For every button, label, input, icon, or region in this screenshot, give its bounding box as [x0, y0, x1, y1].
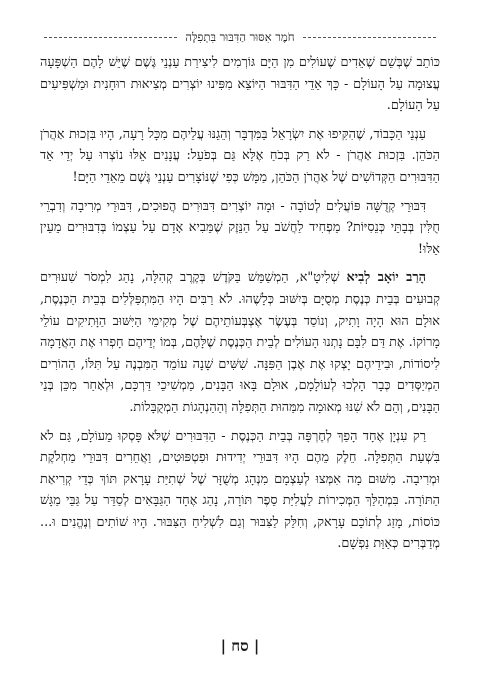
- header-title: חֹמֶר אִסּוּר הַדִּבּוּר בִּתְפִלָּה: [185, 30, 295, 44]
- header-rule-left: [44, 37, 177, 38]
- paragraph-4: [40, 267, 440, 418]
- paragraph-1: כּוֹתֵב שֶׁבְּשֵׁם שֶׁאֵדִים שֶׁעוֹלִים מִן הַיָּם גּוֹרְמִים לִיצִירַת עַנְנֵי גֶּשֶׁם שֶׁיֵּשׁ לָהֶם הַשְׁפָּעָה עֲצוּמָה עַל הָעוֹלָם - כָּךְ אֵדֵי הַדִּבּוּר הַיּוֹצֵא מִפִּינוּ יוֹצְרִים מְצִיאוּת רוּחָנִית וּמַשְׁפִּיעִים עַל הָעוֹלָם.: [40, 55, 440, 114]
- rabbi-name-lead: הָרַב יוֹאָב לְבִיא: [346, 270, 426, 286]
- paragraph-4-text: שְׁלִיטָ"א, הַמְשַׁמֵּשׁ בַּקֹּדֶשׁ בְּקֶרֶב קְהִלָּה, נָהַג לִמְסֹר שִׁעוּרִים קְבוּעִים בְּבֵית כְּנֶסֶת מְסֻיָּם בְּיִשּׁוּב כְּלָשֶׁהוּ. לֹא רַבִּים הָיוּ הַמִּתְפַּלְּלִים בְּבֵית הַכְּנֶסֶת, אוּלָם הוּא הָיָה וָתִיק, וְנוֹסַד בְּעֶשֶׂר אֶצְבְּעוֹתֵיהֶם שֶׁל מְקִימֵי הַיִּשּׁוּב הַוָּתִיקִים עוֹלֵי מָרוֹקוֹ. אֶת דַּם לִבָּם נָתְנוּ הָעוֹלִים לְבֵית הַכְּנֶסֶת שֶׁלָּהֶם, בְּמוֹ יְדֵיהֶם חָפְרוּ אֶת הָאֲדָמָה לִיסוֹדוֹת, וּבִידֵיהֶם יָצְקוּ אֶת אֶבֶן הַפִּנָּה. שִׁשִּׁים שָׁנָה עוֹמֵד הַמִּבְנֶה עַל תִּלּוֹ, הַהוֹרִים הַמְיַסְּדִים כְּבָר הָלְכוּ לְעוֹלָמָם, אוּלָם בָּאוּ הַבָּנִים, מַמְשִׁיכֵי דַּרְכָּם, וּלְאַחַר מִכֵּן בְּנֵי הַבָּנִים, וְהֵם לֹא שִׁנּוּ מְאוּמָה מִמַּהוּת הַתְּפִלָּה וְהַהַנְהָגוֹת הַמְקֻבָּלוֹת.: [40, 270, 440, 415]
- paragraph-3: דִּבּוּרֵי קְדֻשָּׁה פּוֹעֲלִים לְטוֹבָה - וּמָה יוֹצְרִים דִּבּוּרִים הֲפוּכִים, דִּבּוּרֵי מְרִיבָה וְדִבְרֵי חֻלִּין בְּבָתֵּי כְּנֵסִיּוֹת? מַפְחִיד לַחֲשֹׁב עַל הַנֵּזֶק שֶׁמֵּבִיא אָדָם עַל עַצְמוֹ בְּדִבּוּרִים מֵעֵין אֵלּוּ!: [40, 198, 440, 257]
- paragraph-2: עַנְנֵי הַכָּבוֹד, שֶׁהִקִּיפוּ אֶת יִשְׂרָאֵל בַּמִּדְבָּר וְהֵגֵנּוּ עֲלֵיהֶם מִכָּל רָעָה, הָיוּ בִּזְכוּת אַהֲרֹן הַכֹּהֵן. בִּזְכוּת אַהֲרֹן - לֹא רַק בְּכֹחַ אֶלָּא גַּם בְּפֹעַל: עֲנָנִים אֵלּוּ נוֹצְרוּ עַל יְדֵי אֵד הַדִּבּוּרִים הַקְּדוֹשִׁים שֶׁל אַהֲרֹן הַכֹּהֵן, מַמָּשׁ כְּפִי שֶׁנּוֹצָרִים עַנְנֵי גֶּשֶׁם מֵאֵדֵי הַיָּם!: [40, 126, 440, 185]
- running-header: [44, 30, 436, 44]
- page-number: | סח |: [220, 637, 260, 655]
- header-rule-right: [303, 37, 436, 38]
- body-text: [40, 52, 440, 562]
- paragraph-5: רַק עִנְיָן אֶחָד הָפַךְ לְחֶרְפָּה בְּבֵית הַכְּנֶסֶת - הַדִּבּוּרִים שֶׁלֹּא פָּסְקוּ מֵעוֹלָם, גַּם לֹא בִּשְׁעַת הַתְּפִלָּה. חֵלֶק מֵהֶם הָיוּ דִּבּוּרֵי יְדִידוּת וּפִטְפּוּטִים, וַאֲחֵרִים דִּבּוּרֵי מַחְלֹקֶת וּמְרִיבָה. מִשּׁוּם מָה אִמְּצוּ לְעַצְמָם מִנְהָג מְשֻׁזָּר שֶׁל שְׁתִיַּת עָרָאק תּוֹךְ כְּדֵי קְרִיאַת הַתּוֹרָה. בִּמְהַלַּךְ הַמְּכִירוֹת לַעֲלִיַּת סֵפֶר תּוֹרָה, נָהַג אֶחָד הַגַּבָּאִים לְסַדֵּר עַל גַּבֵּי מַגָּשׁ כּוֹסוֹת, מָזַג לְתוֹכָם עָרָאק, וְחִלֵּק לַצִּבּוּר וְגַם לִשְׁלִיחַ הַצִּבּוּר. הָיוּ שׁוֹתִים וְנֶהֱנִים וּ... מְדַבְּרִים כְּאַוַּת נַפְשָׁם.: [40, 428, 440, 552]
